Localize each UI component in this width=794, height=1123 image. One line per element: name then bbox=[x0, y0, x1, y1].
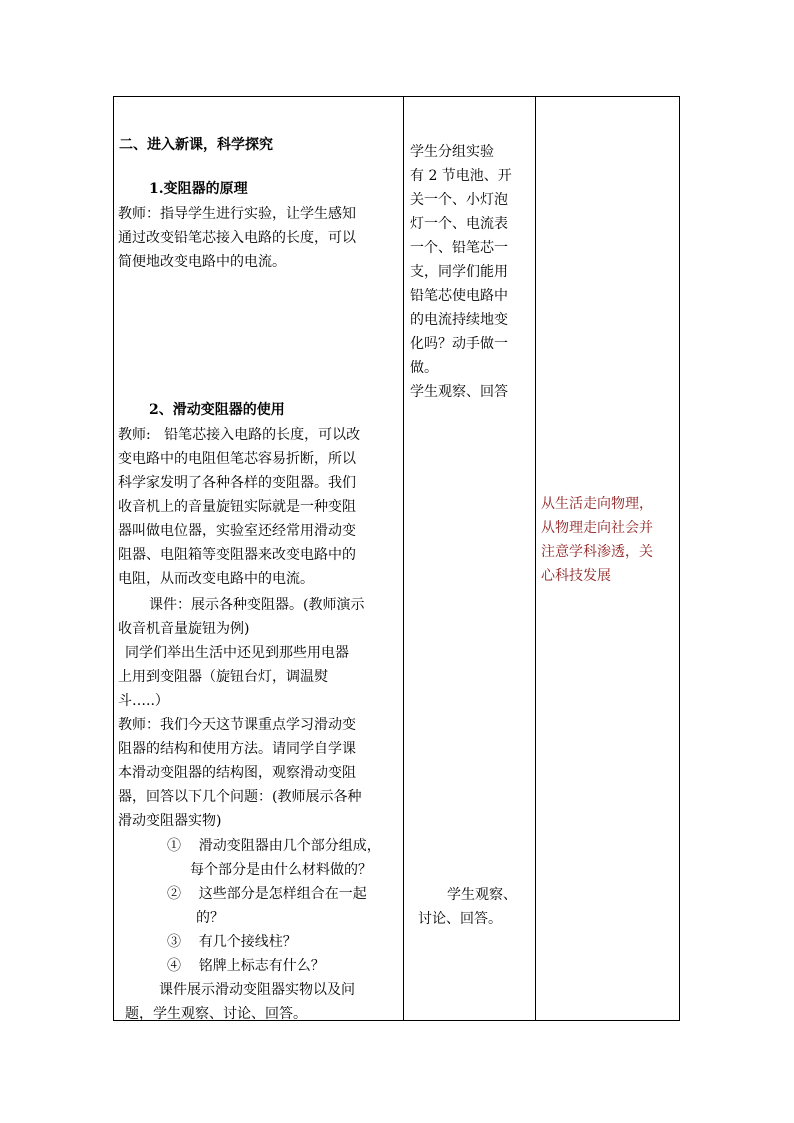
paragraph-line: 收音机音量旋钮为例) bbox=[118, 621, 250, 637]
student-line: 铅笔芯使电路中 bbox=[410, 288, 508, 304]
intent-line: 注意学科渗透，关 bbox=[541, 544, 653, 560]
paragraph-line: 收音机上的音量旋钮实际就是一种变阻 bbox=[118, 499, 356, 515]
paragraph-line: 题，学生观察、讨论、回答。 bbox=[125, 1006, 307, 1022]
paragraph-line: 本滑动变阻器的结构图，观察滑动变阻 bbox=[118, 765, 356, 781]
intent-line: 从物理走向社会并 bbox=[541, 520, 653, 536]
intent-line: 心科技发展 bbox=[541, 568, 611, 584]
question-4: ④ 铭牌上标志有什么？ bbox=[167, 958, 325, 974]
student-line: 学生观察、回答 bbox=[410, 384, 508, 400]
paragraph-line: 通过改变铅笔芯接入电路的长度，可以 bbox=[118, 230, 356, 246]
paragraph-line: 课件：展示各种变阻器。(教师演示 bbox=[149, 597, 365, 613]
paragraph-line: 简便地改变电路中的电流。 bbox=[118, 254, 286, 270]
paragraph-line: 滑动变阻器实物) bbox=[118, 813, 222, 829]
paragraph-line: 变电路中的电阻但笔芯容易折断，所以 bbox=[118, 451, 356, 467]
student-line: 学生观察、 bbox=[447, 887, 517, 903]
student-line: 的电流持续地变 bbox=[410, 312, 508, 328]
question-1-cont: 每个部分是由什么材料做的？ bbox=[190, 862, 372, 878]
question-2: ② 这些部分是怎样组合在一起 bbox=[167, 886, 367, 902]
student-line: 灯一个、电流表 bbox=[410, 216, 508, 232]
intent-line: 从生活走向物理， bbox=[541, 496, 653, 512]
question-1: ① 滑动变阻器由几个部分组成， bbox=[167, 838, 381, 854]
student-line: 做。 bbox=[410, 360, 438, 376]
paragraph-line: 电阻，从而改变电路中的电流。 bbox=[118, 571, 314, 587]
student-line: 学生分组实验 bbox=[410, 144, 494, 160]
student-line: 化吗？动手做一 bbox=[410, 336, 508, 352]
column-divider bbox=[403, 96, 404, 1021]
student-line: 讨论、回答。 bbox=[418, 911, 502, 927]
paragraph-line: 斗…..） bbox=[118, 693, 169, 709]
paragraph-line: 同学们举出生活中还见到那些用电器 bbox=[125, 645, 349, 661]
paragraph-line: 教师：指导学生进行实验，让学生感知 bbox=[118, 206, 356, 222]
paragraph-line: 阻器、电阻箱等变阻器来改变电路中的 bbox=[118, 547, 356, 563]
student-line: 有 2 节电池、开 bbox=[410, 168, 512, 184]
column-divider bbox=[535, 96, 536, 1021]
subheading-slider: 2、滑动变阻器的使用 bbox=[149, 402, 285, 418]
paragraph-line: 器，回答以下几个问题：(教师展示各种 bbox=[118, 789, 362, 805]
paragraph-line: 器叫做电位器，实验室还经常用滑动变 bbox=[118, 523, 356, 539]
subheading-principle: 1.变阻器的原理 bbox=[149, 181, 248, 197]
paragraph-line: 上用到变阻器（旋钮台灯，调温熨 bbox=[118, 669, 328, 685]
section-heading: 二、进入新课，科学探究 bbox=[119, 137, 273, 153]
student-line: 关一个、小灯泡 bbox=[410, 192, 508, 208]
student-line: 支，同学们能用 bbox=[410, 264, 508, 280]
paragraph-line: 阻器的结构和使用方法。请同学自学课 bbox=[118, 741, 356, 757]
paragraph-line: 教师: 铅笔芯接入电路的长度，可以改 bbox=[118, 427, 361, 443]
question-2-cont: 的？ bbox=[196, 910, 224, 926]
question-3: ③ 有几个接线柱？ bbox=[167, 934, 297, 950]
student-line: 一个、铅笔芯一 bbox=[410, 240, 508, 256]
paragraph-line: 课件展示滑动变阻器实物以及问 bbox=[159, 982, 355, 998]
paragraph-line: 教师：我们今天这节课重点学习滑动变 bbox=[118, 717, 356, 733]
paragraph-line: 科学家发明了各种各样的变阻器。我们 bbox=[118, 475, 356, 491]
